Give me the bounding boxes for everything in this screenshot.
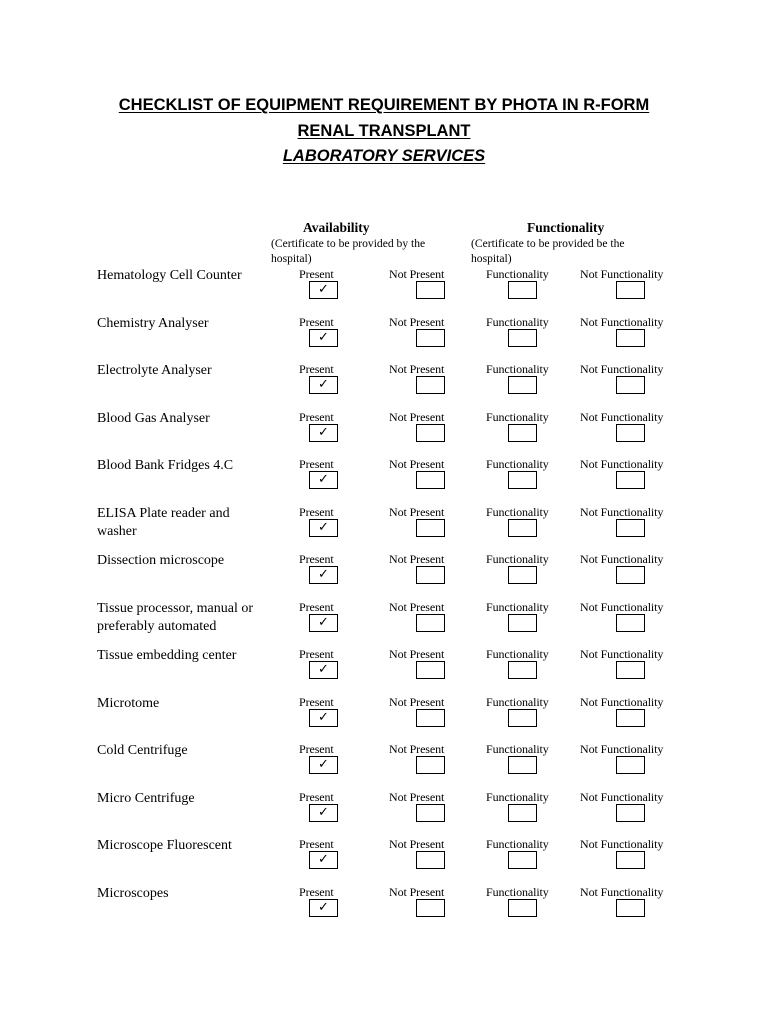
functionality-label: Functionality bbox=[486, 504, 549, 519]
functionality-label: Functionality bbox=[486, 884, 549, 899]
present-checkbox[interactable]: ✓ bbox=[309, 804, 338, 822]
not-functionality-label: Not Functionality bbox=[580, 694, 664, 709]
present-label: Present bbox=[299, 457, 334, 471]
not-present-label: Not Present bbox=[389, 884, 445, 899]
checklist-row bbox=[0, 552, 768, 600]
functionality-label: Functionality bbox=[486, 457, 549, 471]
checklist-row bbox=[0, 885, 768, 933]
not-present-checkbox[interactable] bbox=[416, 376, 445, 394]
present-label: Present bbox=[299, 884, 334, 899]
not-present-checkbox[interactable] bbox=[416, 851, 445, 869]
not-present-checkbox[interactable] bbox=[416, 804, 445, 822]
functionality-label: Functionality bbox=[486, 742, 549, 756]
not-present-checkbox[interactable] bbox=[416, 709, 445, 727]
functionality-checkbox[interactable] bbox=[508, 661, 537, 679]
equipment-name: Tissue processor, manual or preferably automated bbox=[97, 600, 254, 634]
equipment-name: Blood Gas Analyser bbox=[97, 410, 210, 426]
equipment-name: Hematology Cell Counter bbox=[97, 268, 242, 283]
functionality-checkbox[interactable] bbox=[508, 519, 537, 537]
present-checkbox[interactable]: ✓ bbox=[309, 709, 338, 727]
present-label: Present bbox=[299, 314, 334, 329]
not-present-checkbox[interactable] bbox=[416, 566, 445, 584]
equipment-name: Electrolyte Analyser bbox=[97, 363, 212, 378]
present-checkbox[interactable]: ✓ bbox=[309, 329, 338, 347]
checklist-row bbox=[0, 315, 768, 363]
functionality-label: Functionality bbox=[486, 837, 549, 851]
functionality-label: Functionality bbox=[486, 789, 549, 804]
not-functionality-label: Not Functionality bbox=[580, 504, 664, 519]
present-label: Present bbox=[299, 267, 334, 281]
not-functionality-checkbox[interactable] bbox=[616, 471, 645, 489]
present-label: Present bbox=[299, 504, 334, 519]
not-functionality-checkbox[interactable] bbox=[616, 281, 645, 299]
not-functionality-checkbox[interactable] bbox=[616, 376, 645, 394]
functionality-label: Functionality bbox=[486, 552, 549, 566]
equipment-name: Tissue embedding center bbox=[97, 648, 237, 663]
functionality-label: Functionality bbox=[486, 314, 549, 329]
present-label: Present bbox=[299, 552, 334, 566]
not-present-label: Not Present bbox=[389, 267, 445, 281]
functionality-note: (Certificate to be provided be the hospital) bbox=[471, 237, 625, 265]
present-label: Present bbox=[299, 409, 334, 424]
not-functionality-label: Not Functionality bbox=[580, 742, 664, 756]
not-present-label: Not Present bbox=[389, 789, 445, 804]
present-checkbox[interactable]: ✓ bbox=[309, 519, 338, 537]
functionality-label: Functionality bbox=[486, 599, 549, 614]
not-functionality-checkbox[interactable] bbox=[616, 661, 645, 679]
equipment-name: Microtome bbox=[97, 695, 160, 711]
functionality-checkbox[interactable] bbox=[508, 424, 537, 442]
not-functionality-label: Not Functionality bbox=[580, 409, 664, 424]
availability-note: (Certificate to be provided by the hospital) bbox=[271, 237, 426, 265]
present-checkbox[interactable]: ✓ bbox=[309, 614, 338, 632]
present-label: Present bbox=[299, 647, 334, 661]
not-present-label: Not Present bbox=[389, 314, 445, 329]
section-title: LABORATORY SERVICES bbox=[282, 147, 486, 165]
functionality-checkbox[interactable] bbox=[508, 756, 537, 774]
present-label: Present bbox=[299, 599, 334, 614]
present-label: Present bbox=[299, 694, 334, 709]
not-present-checkbox[interactable] bbox=[416, 424, 445, 442]
functionality-heading: Functionality bbox=[527, 220, 605, 235]
functionality-checkbox[interactable] bbox=[508, 566, 537, 584]
equipment-name: Blood Bank Fridges 4.C bbox=[97, 458, 234, 473]
not-present-checkbox[interactable] bbox=[416, 281, 445, 299]
not-present-label: Not Present bbox=[389, 409, 445, 424]
not-functionality-label: Not Functionality bbox=[580, 837, 664, 851]
not-present-label: Not Present bbox=[389, 742, 445, 756]
present-label: Present bbox=[299, 362, 334, 376]
functionality-checkbox[interactable] bbox=[508, 376, 537, 394]
present-checkbox[interactable]: ✓ bbox=[309, 376, 338, 394]
not-functionality-label: Not Functionality bbox=[580, 647, 664, 661]
present-checkbox[interactable]: ✓ bbox=[309, 756, 338, 774]
equipment-name: Cold Centrifuge bbox=[97, 743, 188, 758]
not-functionality-checkbox[interactable] bbox=[616, 756, 645, 774]
not-present-checkbox[interactable] bbox=[416, 899, 445, 917]
not-functionality-label: Not Functionality bbox=[580, 314, 664, 329]
equipment-name: Dissection microscope bbox=[97, 553, 225, 568]
functionality-checkbox[interactable] bbox=[508, 281, 537, 299]
functionality-label: Functionality bbox=[486, 362, 549, 376]
functionality-checkbox[interactable] bbox=[508, 899, 537, 917]
checklist-row bbox=[0, 267, 768, 315]
functionality-checkbox[interactable] bbox=[508, 471, 537, 489]
equipment-name: Microscope Fluorescent bbox=[97, 838, 232, 853]
not-functionality-label: Not Functionality bbox=[580, 599, 664, 614]
not-functionality-checkbox[interactable] bbox=[616, 329, 645, 347]
present-checkbox[interactable]: ✓ bbox=[309, 424, 338, 442]
not-present-label: Not Present bbox=[389, 647, 445, 661]
not-functionality-checkbox[interactable] bbox=[616, 566, 645, 584]
functionality-checkbox[interactable] bbox=[508, 329, 537, 347]
checklist-row bbox=[0, 362, 768, 410]
present-checkbox[interactable]: ✓ bbox=[309, 661, 338, 679]
not-present-label: Not Present bbox=[389, 694, 445, 709]
checklist-row bbox=[0, 742, 768, 790]
functionality-label: Functionality bbox=[486, 267, 549, 281]
document-title: CHECKLIST OF EQUIPMENT REQUIREMENT BY PHOTA IN R-FORM bbox=[118, 96, 650, 114]
present-checkbox[interactable]: ✓ bbox=[309, 471, 338, 489]
functionality-label: Functionality bbox=[486, 409, 549, 424]
checklist-row bbox=[0, 410, 768, 458]
not-present-label: Not Present bbox=[389, 552, 445, 566]
not-present-checkbox[interactable] bbox=[416, 614, 445, 632]
not-present-checkbox[interactable] bbox=[416, 329, 445, 347]
equipment-name: Chemistry Analyser bbox=[97, 315, 209, 331]
present-label: Present bbox=[299, 742, 334, 756]
not-functionality-label: Not Functionality bbox=[580, 362, 664, 376]
present-checkbox[interactable]: ✓ bbox=[309, 281, 338, 299]
equipment-name: Micro Centrifuge bbox=[97, 790, 195, 806]
not-present-checkbox[interactable] bbox=[416, 661, 445, 679]
not-functionality-checkbox[interactable] bbox=[616, 614, 645, 632]
not-functionality-checkbox[interactable] bbox=[616, 519, 645, 537]
availability-heading: Availability bbox=[303, 220, 370, 235]
not-functionality-checkbox[interactable] bbox=[616, 424, 645, 442]
not-functionality-checkbox[interactable] bbox=[616, 709, 645, 727]
not-present-label: Not Present bbox=[389, 599, 445, 614]
not-functionality-label: Not Functionality bbox=[580, 267, 664, 281]
checklist-row bbox=[0, 695, 768, 743]
not-present-label: Not Present bbox=[389, 362, 445, 376]
not-functionality-label: Not Functionality bbox=[580, 789, 664, 804]
functionality-label: Functionality bbox=[486, 694, 549, 709]
checklist-row bbox=[0, 647, 768, 695]
not-present-checkbox[interactable] bbox=[416, 471, 445, 489]
functionality-checkbox[interactable] bbox=[508, 804, 537, 822]
not-present-label: Not Present bbox=[389, 837, 445, 851]
functionality-label: Functionality bbox=[486, 647, 549, 661]
checklist-row bbox=[0, 837, 768, 885]
not-functionality-label: Not Functionality bbox=[580, 884, 664, 899]
not-functionality-label: Not Functionality bbox=[580, 457, 664, 471]
not-present-checkbox[interactable] bbox=[416, 756, 445, 774]
present-label: Present bbox=[299, 789, 334, 804]
present-checkbox[interactable]: ✓ bbox=[309, 851, 338, 869]
checklist-row bbox=[0, 457, 768, 505]
not-present-label: Not Present bbox=[389, 457, 445, 471]
present-label: Present bbox=[299, 837, 334, 851]
functionality-checkbox[interactable] bbox=[508, 851, 537, 869]
equipment-name: ELISA Plate reader and washer bbox=[97, 505, 230, 539]
checklist-row bbox=[0, 790, 768, 838]
functionality-checkbox[interactable] bbox=[508, 709, 537, 727]
not-functionality-checkbox[interactable] bbox=[616, 804, 645, 822]
equipment-name: Microscopes bbox=[97, 885, 169, 901]
present-checkbox[interactable]: ✓ bbox=[309, 566, 338, 584]
present-checkbox[interactable]: ✓ bbox=[309, 899, 338, 917]
not-functionality-label: Not Functionality bbox=[580, 552, 664, 566]
document-subtitle: RENAL TRANSPLANT bbox=[297, 122, 471, 140]
not-present-checkbox[interactable] bbox=[416, 519, 445, 537]
checklist-row bbox=[0, 600, 768, 648]
checklist-row bbox=[0, 505, 768, 553]
functionality-checkbox[interactable] bbox=[508, 614, 537, 632]
not-functionality-checkbox[interactable] bbox=[616, 899, 645, 917]
not-present-label: Not Present bbox=[389, 504, 445, 519]
not-functionality-checkbox[interactable] bbox=[616, 851, 645, 869]
